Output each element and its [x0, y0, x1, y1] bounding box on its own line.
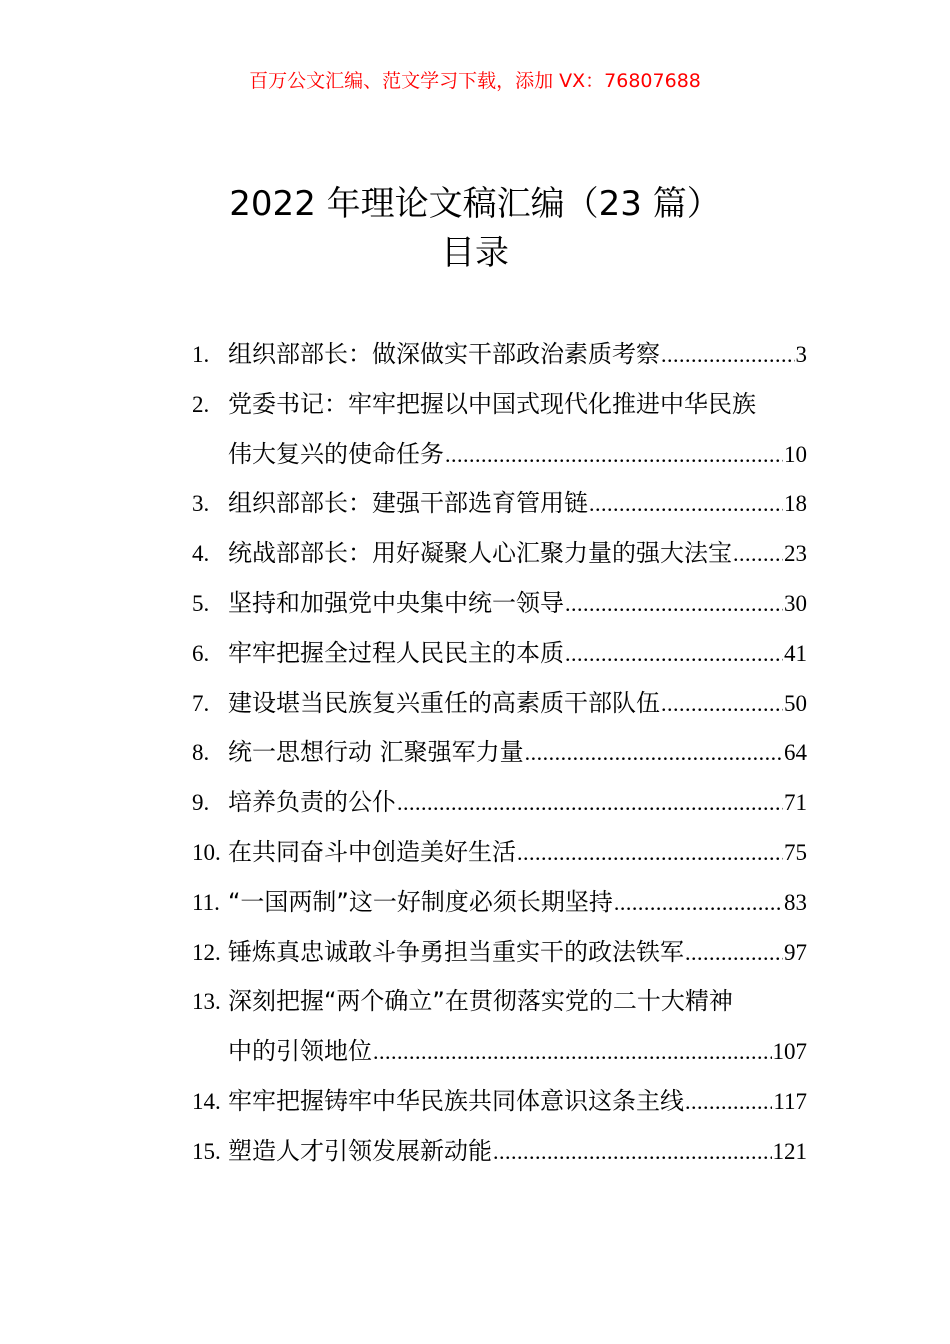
- toc-entry-number: 15.: [192, 1138, 221, 1164]
- toc-dot-leader: [614, 878, 783, 928]
- toc-entry-title: 牢牢把握全过程人民民主的本质: [228, 638, 564, 667]
- toc-entry-title-line1: 深刻把握“两个确立”在贯彻落实党的二十大精神: [228, 987, 733, 1016]
- toc-entry-number: 1.: [192, 342, 210, 367]
- toc-entry-page: 117: [773, 1088, 807, 1114]
- toc-entry-page: 75: [784, 839, 807, 865]
- toc-entry-page: 41: [784, 640, 807, 666]
- toc-entry-2[interactable]: [192, 380, 807, 430]
- toc-dot-leader: [661, 330, 795, 380]
- toc-heading: 目录: [441, 233, 509, 273]
- toc-entry-number: 2.: [192, 391, 210, 417]
- toc-entry-7[interactable]: [192, 679, 807, 729]
- toc-dot-leader: [397, 778, 783, 828]
- toc-entry-number: 5.: [192, 590, 210, 616]
- toc-entry-2-continuation[interactable]: [192, 430, 807, 480]
- toc-entry-number: 6.: [192, 640, 210, 666]
- toc-entry-title: 组织部部长：建强干部选育管用链: [228, 489, 588, 518]
- toc-entry-title: 统一思想行动 汇聚强军力量: [228, 738, 524, 767]
- toc-dot-leader: [685, 928, 783, 978]
- toc-entry-page: 97: [784, 939, 807, 965]
- toc-dot-leader: [373, 1027, 772, 1077]
- toc-entry-4[interactable]: [192, 529, 807, 579]
- toc-entry-title: 建设堪当民族复兴重任的高素质干部队伍: [228, 688, 660, 717]
- toc-entry-page: 3: [795, 342, 807, 367]
- toc-entry-number: 7.: [192, 690, 210, 716]
- toc-entry-page: 30: [784, 590, 807, 616]
- toc-entry-title: 坚持和加强党中央集中统一领导: [228, 588, 564, 617]
- toc-entry-number: 10.: [192, 839, 221, 865]
- toc-dot-leader: [733, 529, 783, 579]
- toc-entry-5[interactable]: [192, 579, 807, 629]
- document-title: 2022 年理论文稿汇编（23 篇）: [229, 184, 721, 224]
- toc-dot-leader: [565, 629, 783, 679]
- toc-entry-number: 8.: [192, 740, 210, 766]
- toc-entry-title: 统战部部长：用好凝聚人心汇聚力量的强大法宝: [228, 539, 732, 568]
- toc-entry-page: 64: [784, 740, 807, 766]
- toc-entry-page: 10: [784, 441, 807, 467]
- toc-entry-title: 塑造人才引领发展新动能: [228, 1136, 492, 1165]
- toc-entry-15[interactable]: [192, 1127, 807, 1177]
- toc-entry-title-line2: 中的引领地位: [228, 1037, 372, 1066]
- toc-entry-1[interactable]: [192, 330, 807, 380]
- toc-entry-number: 3.: [192, 491, 210, 517]
- toc-dot-leader: [445, 430, 783, 480]
- watermark-header-note: 百万公文汇编、范文学习下载，添加 VX：76807688: [249, 70, 701, 92]
- toc-entry-8[interactable]: [192, 728, 807, 778]
- toc-dot-leader: [589, 479, 783, 529]
- toc-entry-page: 121: [772, 1138, 807, 1164]
- toc-entry-6[interactable]: [192, 629, 807, 679]
- toc-entry-title: 组织部部长：做深做实干部政治素质考察: [228, 340, 660, 368]
- toc-entry-number: 9.: [192, 790, 210, 816]
- toc-entry-number: 12.: [192, 939, 221, 965]
- toc-dot-leader: [685, 1077, 772, 1127]
- toc-entry-page: 23: [784, 541, 807, 567]
- toc-entry-9[interactable]: [192, 778, 807, 828]
- toc-dot-leader: [493, 1127, 772, 1177]
- toc-entry-number: 11.: [192, 889, 220, 915]
- toc-entry-3[interactable]: [192, 479, 807, 529]
- toc-entry-number: 14.: [192, 1088, 221, 1114]
- toc-entry-title: “一国两制”这一好制度必须长期坚持: [228, 887, 613, 916]
- toc-entry-11[interactable]: [192, 878, 807, 928]
- table-of-contents: [192, 330, 807, 1177]
- toc-entry-14[interactable]: [192, 1077, 807, 1127]
- toc-entry-page: 107: [772, 1039, 807, 1065]
- toc-dot-leader: [661, 679, 783, 729]
- toc-entry-12[interactable]: [192, 928, 807, 978]
- toc-entry-title: 培养负责的公仆: [228, 788, 396, 817]
- toc-entry-13[interactable]: [192, 977, 807, 1027]
- toc-entry-13-continuation[interactable]: [192, 1027, 807, 1077]
- toc-dot-leader: [525, 728, 783, 778]
- toc-entry-title: 在共同奋斗中创造美好生活: [228, 837, 516, 866]
- toc-dot-leader: [517, 828, 783, 878]
- toc-entry-number: 13.: [192, 989, 221, 1015]
- toc-entry-page: 50: [784, 690, 807, 716]
- toc-entry-10[interactable]: [192, 828, 807, 878]
- toc-entry-title-line2: 伟大复兴的使命任务: [228, 439, 444, 468]
- toc-entry-number: 4.: [192, 541, 210, 567]
- toc-dot-leader: [565, 579, 783, 629]
- toc-entry-title-line1: 党委书记：牢牢把握以中国式现代化推进中华民族: [228, 389, 756, 418]
- toc-entry-title: 锤炼真忠诚敢斗争勇担当重实干的政法铁军: [228, 937, 684, 966]
- toc-entry-page: 71: [784, 790, 807, 816]
- toc-entry-page: 83: [784, 889, 807, 915]
- toc-entry-title: 牢牢把握铸牢中华民族共同体意识这条主线: [228, 1086, 684, 1115]
- toc-entry-page: 18: [784, 491, 807, 517]
